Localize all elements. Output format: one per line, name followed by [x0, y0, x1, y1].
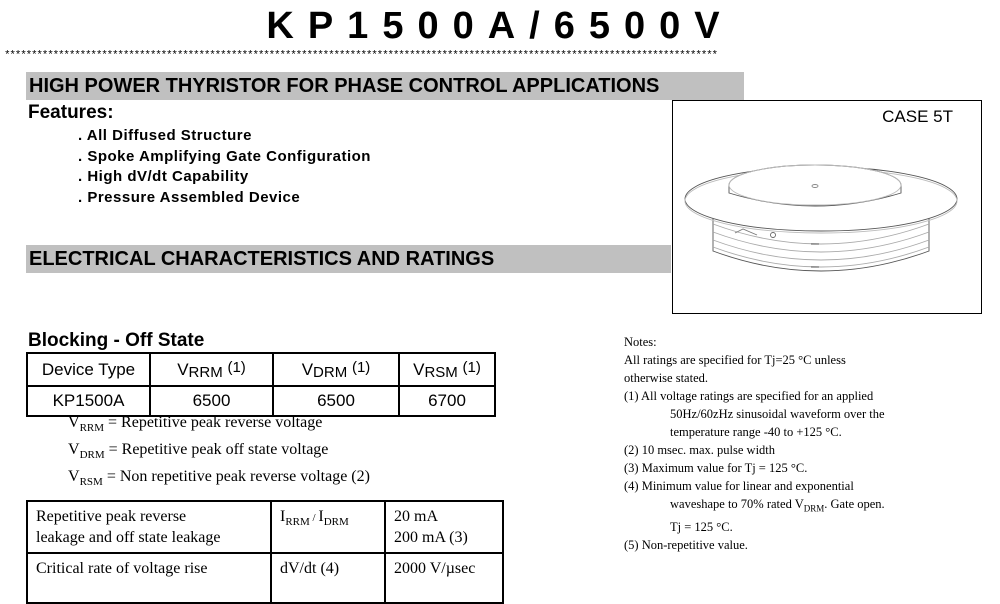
definition-line: $V_{DRM}$ = Repetitive peak off state voltage: [68, 441, 329, 462]
table-header-row: [27, 353, 495, 386]
definition-line: $V_{RSM}$ = Non repetitive peak reverse voltage (2): [68, 468, 370, 489]
symbol-definitions: [68, 412, 370, 494]
cell-parameter: Repetitive peak reverse leakage and off state leakage: [27, 501, 271, 553]
notes-heading: Notes:: [624, 335, 657, 349]
cell-vdrm: 6500: [273, 386, 399, 416]
cell-vrrm: 6500: [150, 386, 273, 416]
blocking-ratings-table: [26, 352, 496, 417]
cell-vrsm: 6700: [399, 386, 495, 416]
features-list: [78, 126, 371, 208]
note-line: (1) All voltage ratings are specified for an applied: [624, 389, 874, 403]
note-line: (3) Maximum value for Tj = 125 °C.: [624, 461, 808, 475]
section-band-heading: ELECTRICAL CHARACTERISTICS AND RATINGS: [26, 245, 671, 273]
note-line: (5) Non-repetitive value.: [624, 537, 748, 552]
thyristor-disc-drawing: [673, 101, 981, 313]
note-line: temperature range -40 to +125 °C.: [670, 425, 842, 439]
feature-item: . Pressure Assembled Device: [78, 188, 301, 206]
feature-item: . High dV/dt Capability: [78, 168, 249, 185]
notes-block: [624, 333, 885, 554]
header-vrsm: $V_{RSM}$ $^{(1)}$: [399, 353, 495, 386]
table-row: [27, 553, 503, 603]
feature-item: . Spoke Amplifying Gate Configuration: [78, 147, 371, 165]
note-line: waveshape to 70% rated $V_{DRM}$. Gate open.: [670, 497, 885, 514]
section-band-heading: HIGH POWER THYRISTOR FOR PHASE CONTROL APPLICATIONS: [26, 72, 744, 100]
note-line: Tj = 125 °C.: [670, 519, 733, 534]
case-label: CASE 5T: [882, 107, 953, 126]
header-device-type: Device Type: [27, 353, 150, 386]
cell-symbol: $I_{RRM} / I_{DRM}$: [271, 501, 385, 553]
cell-symbol: dV/dt (4): [271, 553, 385, 603]
definition-line: $V_{RRM}$ = Repetitive peak reverse voltage: [68, 414, 323, 435]
note-line: 50Hz/60zHz sinusoidal waveform over the: [670, 407, 885, 421]
blocking-section-title: Blocking - Off State: [28, 330, 205, 351]
note-line: (2) 10 msec. max. pulse width: [624, 443, 776, 457]
document-title: KP1500A/6500V: [266, 5, 734, 47]
features-heading: Features:: [28, 102, 114, 123]
table-row: [27, 501, 503, 553]
note-line: (4) Minimum value for linear and exponential: [624, 479, 854, 493]
header-vrrm: $V_{RRM}$ $^{(1)}$: [150, 353, 273, 386]
note-line: All ratings are specified for Tj=25 °C unless: [624, 353, 846, 367]
note-line: otherwise stated.: [624, 371, 709, 385]
cell-parameter: Critical rate of voltage rise: [27, 553, 271, 603]
asterisk-divider: ************************************************************************************************************************************: [4, 50, 717, 62]
cell-device: KP1500A: [27, 386, 150, 416]
case-illustration-box: [672, 100, 982, 314]
cell-value: 2000 V/µsec: [385, 553, 503, 603]
leakage-table: [26, 500, 504, 604]
header-vdrm: $V_{DRM}$ $^{(1)}$: [273, 353, 399, 386]
cell-value: 20 mA 200 mA (3): [385, 501, 503, 553]
feature-item: . All Diffused Structure: [78, 127, 252, 144]
